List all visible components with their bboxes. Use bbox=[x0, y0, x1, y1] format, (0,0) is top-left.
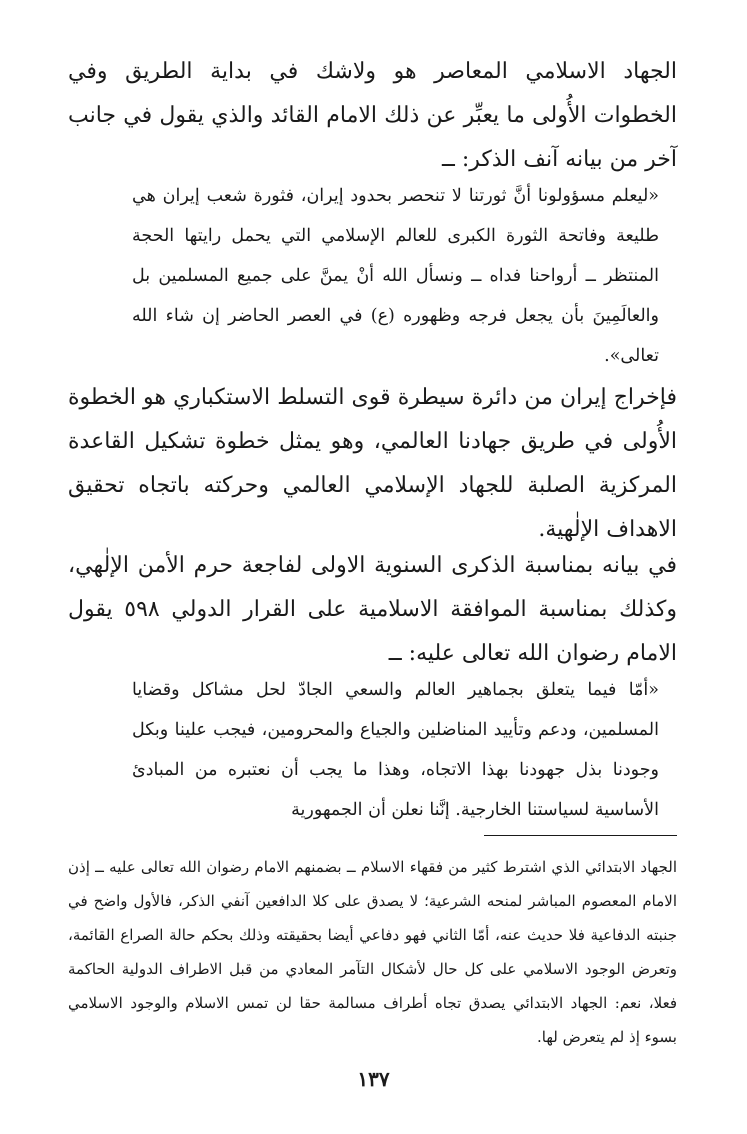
body-paragraph-2: فإخراج إيران من دائرة سيطرة قوى التسلط الاستكباري هو الخطوة الأُولى في طريق جهادنا العالمي، وهو يمثل خطوة تشكيل القاعدة المركزية الصلبة للجهاد الإسلامي العالمي وحركته باتجاه تحقيق الاهداف الإلٰهية. bbox=[68, 385, 678, 542]
quote-block-2: «أمّا فيما يتعلق بجماهير العالم والسعي الجادّ لحل مشاكل وقضايا المسلمين، ودعم وتأييد المناضلين والجياع والمحرومين، فيجب علينا وبكل وجودنا بذل جهودنا بهذا الاتجاه، وهذا ما يجب أن نعتبره من المبادئ الأساسية لسياستنا الخارجية. إنَّنا نعلن أن الجمهورية bbox=[132, 680, 659, 820]
footnote: الجهاد الابتدائي الذي اشترط كثير من فقهاء الاسلام ــ بضمنهم الامام رضوان الله تعالى عليه ــ إذن الامام المعصوم المباشر لمنحه الشرعية؛ لا يصدق على كلا الدافعين آنفي الذكر، فالأول واضح في جنبته الدفاعية فلا حديث عنه، أمّا الثاني فهو دفاعي أيضا بحقيقته وذلك بحكم حالة الصراع القائمة، وتعرض الوجود الاسلامي على كل حال لأشكال التآمر المعادي من قبل الاطراف الدولية الحاكمة فعلا، نعم: الجهاد الابتدائي يصدق تجاه أطراف مسالمة حقا لن تمس الاسلام والوجود الاسلامي بسوء إذ لم يتعرض لها. bbox=[68, 858, 677, 1046]
footnote-separator bbox=[484, 835, 677, 836]
quote-block-1: «ليعلم مسؤولونا أنَّ ثورتنا لا تنحصر بحدود إيران، فثورة شعب إيران هي طليعة وفاتحة الثورة الكبرى للعالم الإسلامي التي يحمل رايتها الحجة المنتظر ــ أرواحنا فداه ــ ونسأل الله أنْ يمنَّ على جميع المسلمين بل والعالَمِينَ بأن يجعل فرجه وظهوره (ع) في العصر الحاضر إن شاء الله تعالى». bbox=[132, 186, 659, 366]
body-paragraph-1: الجهاد الاسلامي المعاصر هو ولاشك في بداية الطريق وفي الخطوات الأُولى ما يعبِّر عن ذلك الامام القائد والذي يقول في جانب آخر من بيانه آنف الذكر: ــ bbox=[68, 59, 677, 172]
body-paragraph-3: في بيانه بمناسبة الذكرى السنوية الاولى لفاجعة حرم الأمن الإلٰهي، وكذلك بمناسبة الموافقة الاسلامية على القرار الدولي ٥٩٨ يقول الامام رضوان الله تعالى عليه: ــ bbox=[68, 553, 677, 666]
page-number: ١٣٧ bbox=[357, 1067, 390, 1091]
